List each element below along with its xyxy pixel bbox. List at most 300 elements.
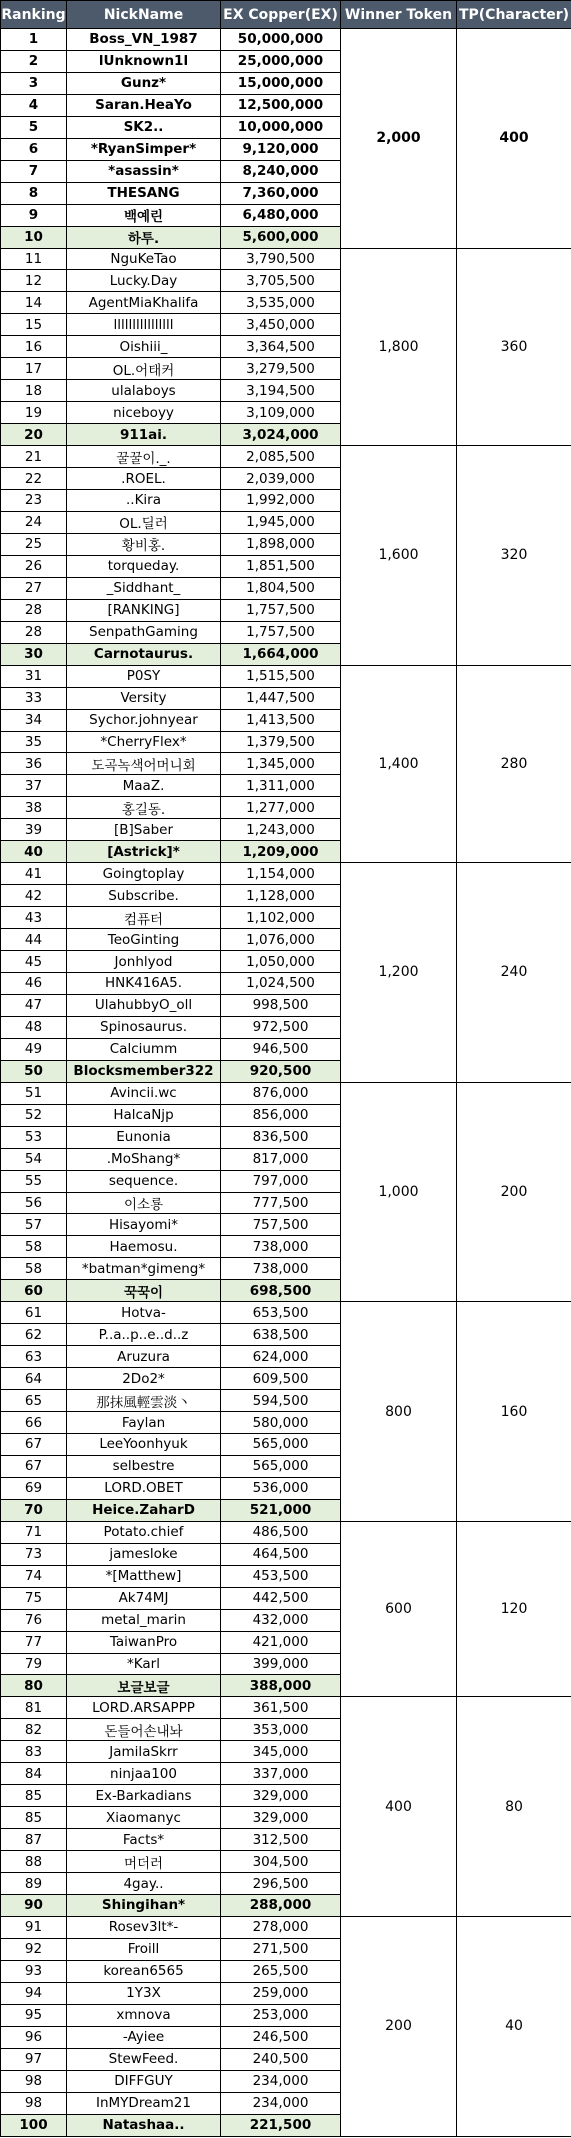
rank-cell: 65 [1,1390,67,1412]
nickname-cell: LORD.OBET [67,1477,221,1499]
copper-cell: 1,757,500 [221,599,341,621]
nickname-cell: -Ayiee [67,2026,221,2048]
rank-cell: 85 [1,1785,67,1807]
rank-cell: 46 [1,972,67,994]
copper-cell: 998,500 [221,994,341,1016]
copper-cell: 836,500 [221,1126,341,1148]
rank-cell: 69 [1,1477,67,1499]
copper-cell: 7,360,000 [221,182,341,204]
copper-cell: 329,000 [221,1807,341,1829]
nickname-cell: [RANKING] [67,599,221,621]
nickname-cell: 4gay.. [67,1873,221,1895]
rank-cell: 95 [1,2004,67,2026]
copper-cell: 253,000 [221,2004,341,2026]
copper-cell: 1,945,000 [221,511,341,533]
winner-token-cell: 1,800 [341,248,457,446]
rank-cell: 93 [1,1960,67,1982]
rank-cell: 81 [1,1697,67,1719]
copper-cell: 353,000 [221,1719,341,1741]
nickname-cell: Hisayomi* [67,1214,221,1236]
copper-cell: 920,500 [221,1060,341,1082]
copper-cell: 278,000 [221,1916,341,1938]
rank-cell: 28 [1,599,67,621]
nickname-cell: Spinosaurus. [67,1016,221,1038]
rank-cell: 54 [1,1148,67,1170]
copper-cell: 361,500 [221,1697,341,1719]
copper-cell: 565,000 [221,1434,341,1456]
nickname-cell: *batman*gimeng* [67,1258,221,1280]
rank-cell: 79 [1,1653,67,1675]
copper-cell: 3,535,000 [221,292,341,314]
nickname-cell: Saran.HeaYo [67,94,221,116]
rank-cell: 12 [1,270,67,292]
nickname-cell: Natashaa.. [67,2114,221,2136]
nickname-cell: Avincii.wc [67,1082,221,1104]
copper-cell: 565,000 [221,1455,341,1477]
nickname-cell: TeoGinting [67,929,221,951]
copper-cell: 757,500 [221,1214,341,1236]
copper-cell: 10,000,000 [221,116,341,138]
copper-cell: 1,154,000 [221,863,341,885]
nickname-cell: 꾹꾹이 [67,1280,221,1302]
rank-cell: 10 [1,226,67,248]
copper-cell: 388,000 [221,1675,341,1697]
header-ranking: Ranking [1,1,67,29]
nickname-cell: *Karl [67,1653,221,1675]
nickname-cell: Froill [67,1938,221,1960]
nickname-cell: TaiwanPro [67,1631,221,1653]
nickname-cell: *CherryFlex* [67,731,221,753]
rank-cell: 57 [1,1214,67,1236]
copper-cell: 3,279,500 [221,358,341,380]
rank-cell: 66 [1,1412,67,1434]
copper-cell: 738,000 [221,1236,341,1258]
copper-cell: 1,345,000 [221,753,341,775]
copper-cell: 1,515,500 [221,665,341,687]
copper-cell: 1,311,000 [221,775,341,797]
tp-cell: 80 [457,1697,571,1917]
copper-cell: 3,109,000 [221,402,341,424]
rank-cell: 5 [1,116,67,138]
nickname-cell: UlahubbyO_oll [67,994,221,1016]
nickname-cell: 2Do2* [67,1368,221,1390]
nickname-cell: Aruzura [67,1346,221,1368]
nickname-cell: llllllllllllllll [67,314,221,336]
nickname-cell: AgentMiaKhalifa [67,292,221,314]
rank-cell: 33 [1,687,67,709]
rank-cell: 17 [1,358,67,380]
copper-cell: 234,000 [221,2092,341,2114]
nickname-cell: P0SY [67,665,221,687]
nickname-cell: Faylan [67,1412,221,1434]
winner-token-cell: 200 [341,1916,457,2136]
table-row [1,1521,571,1543]
nickname-cell: Carnotaurus. [67,643,221,665]
tp-cell: 40 [457,1916,571,2136]
copper-cell: 221,500 [221,2114,341,2136]
copper-cell: 1,447,500 [221,687,341,709]
rank-cell: 40 [1,841,67,863]
nickname-cell: HalcaNjp [67,1104,221,1126]
ranking-body [1,29,571,2137]
nickname-cell: OL.어태커 [67,358,221,380]
header-row [1,1,571,29]
rank-cell: 3 [1,72,67,94]
nickname-cell: metal_marin [67,1609,221,1631]
winner-token-cell: 1,600 [341,446,457,666]
rank-cell: 39 [1,819,67,841]
rank-cell: 47 [1,994,67,1016]
copper-cell: 1,050,000 [221,951,341,973]
copper-cell: 972,500 [221,1016,341,1038]
copper-cell: 2,085,500 [221,446,341,468]
nickname-cell: 홍길동. [67,797,221,819]
rank-cell: 71 [1,1521,67,1543]
nickname-cell: Rosev3lt*- [67,1916,221,1938]
tp-cell: 320 [457,446,571,666]
copper-cell: 856,000 [221,1104,341,1126]
rank-cell: 56 [1,1192,67,1214]
rank-cell: 1 [1,29,67,51]
table-row [1,863,571,885]
copper-cell: 329,000 [221,1785,341,1807]
copper-cell: 486,500 [221,1521,341,1543]
copper-cell: 876,000 [221,1082,341,1104]
copper-cell: 442,500 [221,1587,341,1609]
nickname-cell: selbestre [67,1455,221,1477]
nickname-cell: torqueday. [67,555,221,577]
winner-token-cell: 800 [341,1302,457,1522]
nickname-cell: Potato.chief [67,1521,221,1543]
nickname-cell: 那抹風輕雲淡丶 [67,1390,221,1412]
rank-cell: 2 [1,50,67,72]
rank-cell: 48 [1,1016,67,1038]
copper-cell: 521,000 [221,1499,341,1521]
winner-token-cell: 1,400 [341,665,457,863]
rank-cell: 35 [1,731,67,753]
nickname-cell: SenpathGaming [67,621,221,643]
copper-cell: 312,500 [221,1829,341,1851]
rank-cell: 25 [1,533,67,555]
copper-cell: 1,277,000 [221,797,341,819]
rank-cell: 51 [1,1082,67,1104]
copper-cell: 2,039,000 [221,468,341,490]
rank-cell: 61 [1,1302,67,1324]
rank-cell: 31 [1,665,67,687]
rank-cell: 50 [1,1060,67,1082]
copper-cell: 698,500 [221,1280,341,1302]
copper-cell: 1,804,500 [221,577,341,599]
rank-cell: 26 [1,555,67,577]
nickname-cell: [Astrick]* [67,841,221,863]
nickname-cell: InMYDream21 [67,2092,221,2114]
nickname-cell: [B]Saber [67,819,221,841]
copper-cell: 246,500 [221,2026,341,2048]
rank-cell: 85 [1,1807,67,1829]
nickname-cell: korean6565 [67,1960,221,1982]
header-tp: TP(Character) [457,1,571,29]
copper-cell: 12,500,000 [221,94,341,116]
copper-cell: 3,364,500 [221,336,341,358]
copper-cell: 580,000 [221,1412,341,1434]
nickname-cell: MaaZ. [67,775,221,797]
table-row [1,1697,571,1719]
copper-cell: 1,076,000 [221,929,341,951]
copper-cell: 5,600,000 [221,226,341,248]
nickname-cell: 이소룡 [67,1192,221,1214]
rank-cell: 34 [1,709,67,731]
nickname-cell: ulalaboys [67,380,221,402]
copper-cell: 638,500 [221,1324,341,1346]
nickname-cell: OL.딜러 [67,511,221,533]
copper-cell: 296,500 [221,1873,341,1895]
rank-cell: 24 [1,511,67,533]
rank-cell: 92 [1,1938,67,1960]
copper-cell: 8,240,000 [221,160,341,182]
rank-cell: 42 [1,885,67,907]
header-nickname: NickName [67,1,221,29]
nickname-cell: Shingihan* [67,1895,221,1917]
rank-cell: 7 [1,160,67,182]
copper-cell: 1,992,000 [221,490,341,512]
rank-cell: 9 [1,204,67,226]
table-row [1,248,571,270]
rank-cell: 28 [1,621,67,643]
rank-cell: 73 [1,1543,67,1565]
nickname-cell: Ak74MJ [67,1587,221,1609]
winner-token-cell: 1,000 [341,1082,457,1302]
nickname-cell: jamesloke [67,1543,221,1565]
nickname-cell: niceboyy [67,402,221,424]
rank-cell: 11 [1,248,67,270]
copper-cell: 271,500 [221,1938,341,1960]
rank-cell: 62 [1,1324,67,1346]
nickname-cell: lUnknown1l [67,50,221,72]
nickname-cell: ninjaa100 [67,1763,221,1785]
rank-cell: 94 [1,1982,67,2004]
nickname-cell: 하투. [67,226,221,248]
header-copper: EX Copper(EX) [221,1,341,29]
rank-cell: 100 [1,2114,67,2136]
nickname-cell: Hotva- [67,1302,221,1324]
rank-cell: 90 [1,1895,67,1917]
rank-cell: 52 [1,1104,67,1126]
nickname-cell: 백예린 [67,204,221,226]
nickname-cell: 컴퓨터 [67,907,221,929]
rank-cell: 64 [1,1368,67,1390]
copper-cell: 594,500 [221,1390,341,1412]
nickname-cell: Haemosu. [67,1236,221,1258]
copper-cell: 738,000 [221,1258,341,1280]
nickname-cell: SK2.. [67,116,221,138]
copper-cell: 3,705,500 [221,270,341,292]
rank-cell: 77 [1,1631,67,1653]
nickname-cell: Ex-Barkadians [67,1785,221,1807]
nickname-cell: ..Kira [67,490,221,512]
copper-cell: 1,413,500 [221,709,341,731]
copper-cell: 453,500 [221,1565,341,1587]
nickname-cell: Gunz* [67,72,221,94]
copper-cell: 653,500 [221,1302,341,1324]
nickname-cell: JamilaSkrr [67,1741,221,1763]
rank-cell: 36 [1,753,67,775]
winner-token-cell: 600 [341,1521,457,1697]
rank-cell: 70 [1,1499,67,1521]
copper-cell: 421,000 [221,1631,341,1653]
nickname-cell: Heice.ZaharD [67,1499,221,1521]
copper-cell: 337,000 [221,1763,341,1785]
tp-cell: 240 [457,863,571,1083]
copper-cell: 3,790,500 [221,248,341,270]
nickname-cell: _Siddhant_ [67,577,221,599]
rank-cell: 22 [1,468,67,490]
table-row [1,446,571,468]
nickname-cell: Eunonia [67,1126,221,1148]
copper-cell: 265,500 [221,1960,341,1982]
nickname-cell: Xiaomanyc [67,1807,221,1829]
copper-cell: 946,500 [221,1038,341,1060]
rank-cell: 37 [1,775,67,797]
rank-cell: 98 [1,2070,67,2092]
nickname-cell: sequence. [67,1170,221,1192]
copper-cell: 1,243,000 [221,819,341,841]
nickname-cell: DIFFGUY [67,2070,221,2092]
tp-cell: 120 [457,1521,571,1697]
copper-cell: 797,000 [221,1170,341,1192]
rank-cell: 45 [1,951,67,973]
rank-cell: 96 [1,2026,67,2048]
copper-cell: 1,851,500 [221,555,341,577]
copper-cell: 1,128,000 [221,885,341,907]
rank-cell: 60 [1,1280,67,1302]
copper-cell: 6,480,000 [221,204,341,226]
nickname-cell: *RyanSimper* [67,138,221,160]
nickname-cell: Versity [67,687,221,709]
copper-cell: 259,000 [221,1982,341,2004]
rank-cell: 44 [1,929,67,951]
copper-cell: 3,450,000 [221,314,341,336]
nickname-cell: LORD.ARSAPPP [67,1697,221,1719]
copper-cell: 1,757,500 [221,621,341,643]
rank-cell: 89 [1,1873,67,1895]
rank-cell: 23 [1,490,67,512]
nickname-cell: 꿀꿀이._. [67,446,221,468]
rank-cell: 4 [1,94,67,116]
nickname-cell: HNK416A5. [67,972,221,994]
copper-cell: 288,000 [221,1895,341,1917]
rank-cell: 67 [1,1434,67,1456]
copper-cell: 50,000,000 [221,29,341,51]
nickname-cell: xmnova [67,2004,221,2026]
rank-cell: 55 [1,1170,67,1192]
nickname-cell: 황비홍. [67,533,221,555]
rank-cell: 97 [1,2048,67,2070]
nickname-cell: .MoShang* [67,1148,221,1170]
table-row [1,29,571,51]
rank-cell: 14 [1,292,67,314]
rank-cell: 19 [1,402,67,424]
nickname-cell: *[Matthew] [67,1565,221,1587]
table-row [1,1916,571,1938]
copper-cell: 3,024,000 [221,424,341,446]
nickname-cell: Oishiii_ [67,336,221,358]
nickname-cell: P..a..p..e..d..z [67,1324,221,1346]
rank-cell: 83 [1,1741,67,1763]
rank-cell: 30 [1,643,67,665]
tp-cell: 280 [457,665,571,863]
copper-cell: 9,120,000 [221,138,341,160]
tp-cell: 160 [457,1302,571,1522]
rank-cell: 20 [1,424,67,446]
nickname-cell: Goingtoplay [67,863,221,885]
nickname-cell: 보글보글 [67,1675,221,1697]
rank-cell: 88 [1,1851,67,1873]
copper-cell: 1,898,000 [221,533,341,555]
copper-cell: 609,500 [221,1368,341,1390]
copper-cell: 432,000 [221,1609,341,1631]
copper-cell: 15,000,000 [221,72,341,94]
copper-cell: 3,194,500 [221,380,341,402]
winner-token-cell: 2,000 [341,29,457,249]
copper-cell: 1,102,000 [221,907,341,929]
rank-cell: 6 [1,138,67,160]
winner-token-cell: 400 [341,1697,457,1917]
nickname-cell: Facts* [67,1829,221,1851]
tp-cell: 400 [457,29,571,249]
rank-cell: 58 [1,1236,67,1258]
rank-cell: 74 [1,1565,67,1587]
copper-cell: 234,000 [221,2070,341,2092]
winner-token-cell: 1,200 [341,863,457,1083]
copper-cell: 1,664,000 [221,643,341,665]
nickname-cell: 911ai. [67,424,221,446]
rank-cell: 80 [1,1675,67,1697]
copper-cell: 817,000 [221,1148,341,1170]
header-winner-token: Winner Token [341,1,457,29]
rank-cell: 82 [1,1719,67,1741]
rank-cell: 98 [1,2092,67,2114]
rank-cell: 18 [1,380,67,402]
copper-cell: 399,000 [221,1653,341,1675]
rank-cell: 21 [1,446,67,468]
rank-cell: 84 [1,1763,67,1785]
table-row [1,1302,571,1324]
nickname-cell: 도곡녹색어머니회 [67,753,221,775]
nickname-cell: StewFeed. [67,2048,221,2070]
rank-cell: 87 [1,1829,67,1851]
copper-cell: 624,000 [221,1346,341,1368]
rank-cell: 38 [1,797,67,819]
rank-cell: 43 [1,907,67,929]
tp-cell: 360 [457,248,571,446]
tp-cell: 200 [457,1082,571,1302]
nickname-cell: Subscribe. [67,885,221,907]
nickname-cell: Lucky.Day [67,270,221,292]
copper-cell: 536,000 [221,1477,341,1499]
rank-cell: 63 [1,1346,67,1368]
nickname-cell: 돈들어손내놔 [67,1719,221,1741]
rank-cell: 76 [1,1609,67,1631]
nickname-cell: NguKeTao [67,248,221,270]
nickname-cell: .ROEL. [67,468,221,490]
nickname-cell: Calciumm [67,1038,221,1060]
copper-cell: 777,500 [221,1192,341,1214]
rank-cell: 75 [1,1587,67,1609]
copper-cell: 464,500 [221,1543,341,1565]
copper-cell: 345,000 [221,1741,341,1763]
copper-cell: 304,500 [221,1851,341,1873]
nickname-cell: Blocksmember322 [67,1060,221,1082]
